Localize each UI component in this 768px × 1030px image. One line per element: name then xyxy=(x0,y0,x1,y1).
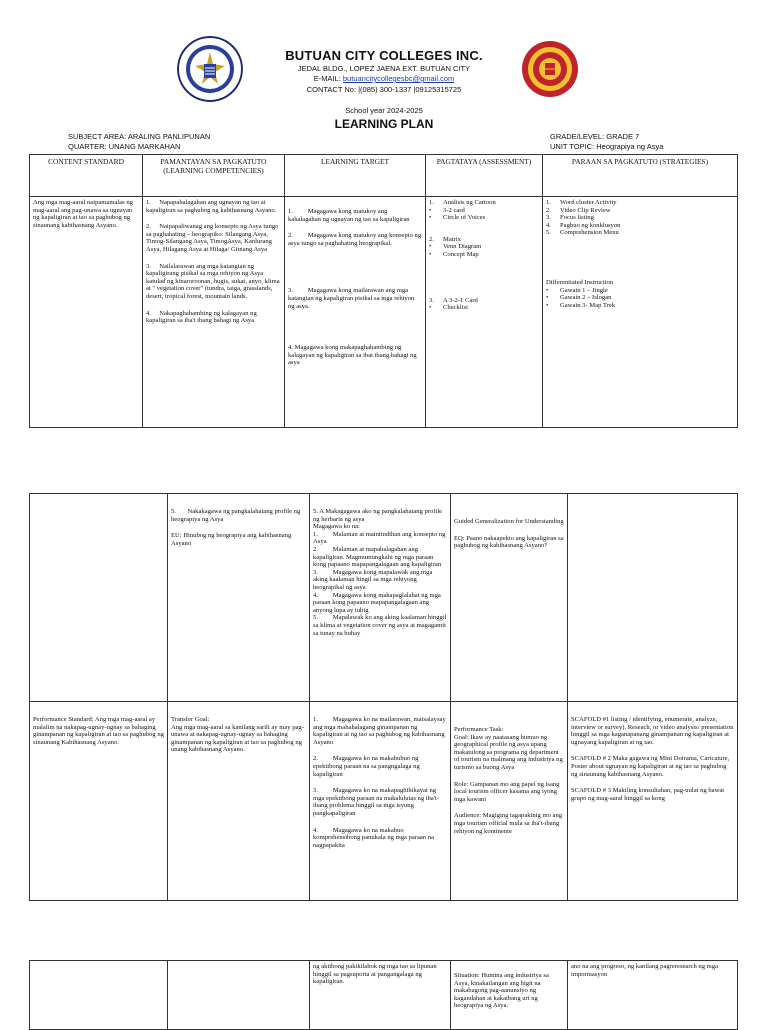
assessment-item: 1. Analisis ng Cartoon xyxy=(429,199,496,206)
targets-cell xyxy=(285,197,426,428)
col-header-content-standard: CONTENT STANDARD xyxy=(30,155,143,197)
learning-plan-table-3 xyxy=(29,960,738,1030)
quarter: QUARTER: UNANG MARKAHAN xyxy=(68,142,181,151)
subject-area: SUBJECT AREA: ARALING PANLIPUNAN xyxy=(68,132,211,141)
competency-item: 2. Naipapaliwanag ang konsepto ng Asya tungo sa paghahating – heograpiko: Silangang Asya, Timog-Silangang Asya, TimogAsya, Kanlurang Asya, Hilagang Asya at Hilaga/ Gitnang Asya xyxy=(146,223,279,253)
essential-question: EQ: Paano nakaapekto ang kapaligiran sa paghubog ng kabihasnang Asyano? xyxy=(454,534,564,550)
school-year: School year 2024-2025 xyxy=(345,106,423,115)
t2-competency-cell xyxy=(168,494,310,702)
t3-empty-cell xyxy=(168,961,310,1030)
school-address: JEDAL BLDG., LOPEZ JAENA EXT. BUTUAN CITY xyxy=(297,64,471,73)
di-item: • Gawain 2 – Islogan xyxy=(546,294,612,302)
email-link[interactable]: butuancitycollegesbc@gmail.com xyxy=(342,74,455,83)
scaffold-2: SCAFOLD # 2 Maka gagawa ng Mini Doirama, Caricature, Poster about ugnayan ng kapaligiran at ng tao sa paghubog ng sinaunang kabihasnang Asyano. xyxy=(571,755,730,778)
competency-item: 3. Nailalarawan ang mga katangian ng kapaligirang pisikal sa mga rehiyon ng Asya katulad ng kinaroroonan, hugis, sukat, anyo, klima at " vegetation cover" (tundra, taiga, grasslands, desert, tropical forest, mountain lands. xyxy=(146,262,280,300)
performance-standard: Performance Standard: Ang mga mag-aaral ay malalim na nakapag-ugnay-ugnay sa bahaging ginampanan ng kapaligiran at tao sa paghubog ng sinaunang Kabihasnang Asyano. xyxy=(33,716,164,746)
transfer-targets-cell xyxy=(310,702,451,901)
content-standard-cell xyxy=(30,197,143,428)
grade-level: GRADE/LEVEL: GRADE 7 xyxy=(550,132,640,141)
target-item: 2. Magagawa ko na makabubuo ng epektibong paraan na sa pangngalaga ng kapaligiran xyxy=(313,755,420,778)
learning-plan-table-2 xyxy=(29,493,738,901)
strategy-item: 2. Video Clip Review xyxy=(546,206,611,214)
assessment-item: • Circle of Voices xyxy=(429,214,486,222)
assessment-item: • Concept Map xyxy=(429,250,479,258)
target-item: 3. Magagawa kong mailarawan ang mga katangian ng kapaligiran pisikal sa mga rehiyon ng asya. xyxy=(288,287,415,310)
t3-empty-cell xyxy=(30,961,168,1030)
scaffold-3: SCAFOLD # 3 Makiling konsultahan, pag-uulat ng bawat grupo ng mag-aaral hinggil sa kong xyxy=(571,787,725,802)
strategy-item: 5. Comprehension Menu xyxy=(546,229,619,237)
school-contact: CONTACT No: |(085) 300-1337 |09125315725 xyxy=(306,85,462,94)
scaffold-1: SCAFOLD #1 listing / identifying, enumerate, analyze, interview or survey), Reseach, or video analysis/ presentation hinggil sa mga kaganapanang ginampanan ng kapaligiran at ugnayang kapaligiran at ng tao. xyxy=(571,716,734,746)
performance-task-cell xyxy=(451,702,568,901)
assessment-item: • Venn Diagram xyxy=(429,243,482,251)
transfer-goal-title: Transfer Goal: xyxy=(171,716,210,723)
t3-strategy-cell xyxy=(568,961,738,1030)
target-item: 2. Magagawa kong matukoy ang konsepto ng asya tungo sa paghahating heograpikal. xyxy=(288,232,422,247)
enduring-understanding: EU: Hinubog ng heograpiya ang kabihasnang Asyano xyxy=(171,532,292,547)
col-header-competencies: PAMANTAYAN SA PAGKATUTO (LEARNING COMPETENCIES) xyxy=(143,155,285,197)
target-continuation: ng aktibong pakikilahok ng mga tao sa lipunan hinggil sa pagsuporta at pangangalaga ng kapaligiran. xyxy=(313,963,437,986)
document-title: LEARNING PLAN xyxy=(334,117,434,131)
di-item: • Gawain 1 – Jingle xyxy=(546,286,608,294)
transfer-goal-cell xyxy=(168,702,310,901)
differentiated-instruction-title: Differentiated Instruction xyxy=(546,278,614,286)
col-header-learning-target: LEARNING TARGET xyxy=(285,155,426,197)
task-goal: Goal: Ikaw ay naatasang bumuo ng geographical profile ng asya upang makatulong sa programa ng department of tourism na malinang ang industriya ng turismo sa buong Asya xyxy=(454,733,563,771)
scaffold-cell xyxy=(568,702,738,901)
school-name: BUTUAN CITY COLLEGES INC. xyxy=(285,48,483,63)
di-item: • Gawain 3- Map Trek xyxy=(546,301,616,309)
competency-item: 5. Nakakagawa ng pangkalahatang profile ng heograpiya ng Asya xyxy=(171,508,301,523)
task-audience: Audience: Magiging tagapakinig mo ang mga tourism official mula sa iba't-ibang rehiyon ng kontinente xyxy=(454,812,563,835)
assessment-item: 3. A 3-2-1 Card xyxy=(429,296,478,304)
assessment-cell xyxy=(426,197,543,428)
t2-strategy-cell xyxy=(568,494,738,702)
strategy-item: 1. Word cluster Activity xyxy=(546,199,617,206)
target-item: 1. Magagawa kong matukoy ang kahalagahan ng ugnayan ng tao sa kapaligiran xyxy=(288,208,410,223)
t2-target-cell xyxy=(310,494,451,702)
unit-topic: UNIT TOPIC: Heograpiya ng Asya xyxy=(550,142,664,151)
assessment-item: • Checklist xyxy=(429,304,468,312)
competencies-cell xyxy=(143,197,285,428)
transfer-goal-text: Ang mga mag-aaral sa kanilang sarili ay may pag-unawa at nakapag-ugnay-ugnay sa bahaging ginampanan ng kapaligiran at tao sa paghubog ng unang kabihasnang Asyano. xyxy=(171,723,304,754)
target-item: 1. Magagawa ko na mailarawan, maisalaysay ang mga mahahalagang ginampanan ng kapaligiran at ng tao sa paghubog ng kabihasnang Asyano xyxy=(313,716,446,746)
content-standard-text: Ang mga mag-aaral naipamamalas ng mag-aaral ang pag-unawa sa ugnayan ng kapaligiran at tao sa paghubog ng sinaunang kabihasnang Asyano. xyxy=(33,199,133,229)
target-subitem: 5. Mapalawak ko ang aking kaalaman hinggil sa klima at vegetation cover ng asya at magagamit sa tunay na buhay xyxy=(313,614,447,637)
t3-assessment-cell xyxy=(451,961,568,1030)
performance-task-title: Performance Task: xyxy=(454,726,504,733)
learning-plan-table-1 xyxy=(29,154,738,428)
strategy-item: 3. Focus listing xyxy=(546,214,594,222)
col-header-assessment: PAGTATAYA (ASSESSMENT) xyxy=(426,155,543,197)
strategies-cell xyxy=(543,197,738,428)
target-item: 4. Magagawa kong makapaghahambing ng kalagayan ng kapaligiran sa ibat ibang bahagi ng asya xyxy=(288,344,417,367)
strategy-item: 4. Pagbuo ng konklusyon xyxy=(546,221,621,229)
school-email-line xyxy=(0,74,768,83)
target-item: 4. Magagawa ko na makabuo komprehensibong panukala ng mga paraan na nagpapakita xyxy=(313,826,435,849)
target-subitem: 2. Malaman at mapahalagahan ang kapaligiran. Magmumungkahi ng mga paraan kong papaano mapapangalagaan ang kapaligiran xyxy=(313,545,442,569)
target-item: 5. A Makagagawa ako ng pangkalahatang profile ng herbaria ng asya xyxy=(313,508,443,523)
competency-item: 4. Nakapaghahambing ng kalagayan ng kapaligiran sa iba't ibang bahagi ng Asya xyxy=(146,309,257,325)
target-subitem: 1. Malaman at maintindihan ang konsepto ng Asya xyxy=(313,530,446,546)
t3-target-cell xyxy=(310,961,451,1030)
col-header-strategies: PARAAN SA PAGKATUTO (STRATEGIES) xyxy=(543,155,738,197)
target-subitem: 4. Magagawa kong makapaglalahat ng mga paraan kong papaano mapapangalagaan ang anyong lupa ay tubig xyxy=(313,591,441,614)
performance-standard-cell xyxy=(30,702,168,901)
email-label: E-MAIL: xyxy=(313,74,343,83)
target-subitem: 3. Magagawa kong mapalawak ang mga aking kaalaman hingil sa mga rehiyong heograpikal ng asya xyxy=(313,568,433,591)
assessment-item: 2. Matrix xyxy=(429,235,461,243)
t2-empty-cell xyxy=(30,494,168,702)
t2-assessment-cell xyxy=(451,494,568,702)
task-situation: Situation: Humina ang industriya sa Asya, kinakailangan ang higit na makabagong pag-aanunsiyo ng kagandahan at kakaibang uri ng heograpiya ng Asya. xyxy=(454,972,549,1010)
target-subtitle: Magagawa ko na: xyxy=(313,523,360,531)
generalization-title: Guided Generalization for Understanding xyxy=(454,518,564,525)
assessment-item: • 3-2 card xyxy=(429,206,465,214)
competency-item: 1. Napapahalagahan ang ugnayan ng tao at kapaligiran sa paghubog ng kabihasnang Asyano. xyxy=(146,199,277,214)
target-item: 3. Magagawa ko na makapaghihikayat ng mga epektibong paraan na makalulutas ng iba't-ibang problema hinggil sa mga isyung pangkapaligiran xyxy=(313,787,440,817)
scaffold-continuation: ano na ang progreso, ng kanilang pagreresearch ng mga impormasyon xyxy=(571,963,719,978)
task-role: Role: Gampanan mo ang papel ng isang local tourism officer kasama ang iyong mga kawani xyxy=(454,780,560,803)
